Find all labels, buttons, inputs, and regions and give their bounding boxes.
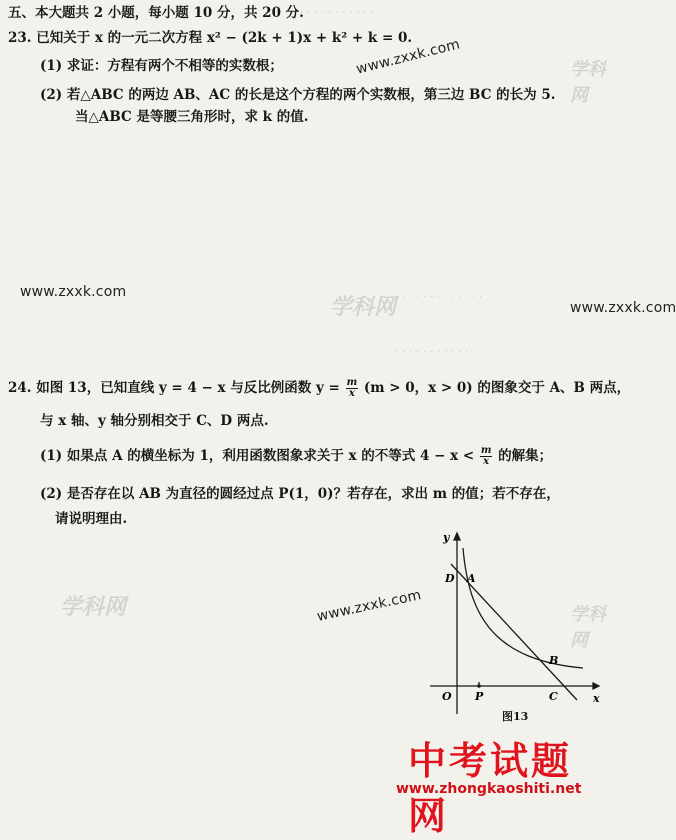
brand-name: 中考试题网	[408, 739, 573, 838]
label-a: A	[467, 572, 476, 585]
q23-number: 23.	[8, 30, 32, 46]
label-p: P	[475, 690, 484, 703]
q24-part2-line2: 请说明理由.	[55, 511, 128, 527]
figure-13	[425, 528, 600, 723]
label-o: O	[442, 690, 452, 703]
label-b: B	[549, 654, 559, 667]
y-axis-arrow-icon	[454, 533, 460, 540]
q23-part2-line2: 当△ABC 是等腰三角形时，求 k 的值.	[75, 109, 309, 125]
watermark-url: www.zxxk.com	[354, 36, 462, 78]
watermark-logo: 学科网	[570, 59, 606, 106]
label-y: y	[443, 531, 450, 544]
q24-part2-line1: (2) 是否存在以 AB 为直径的圆经过点 P(1，0)？若存在，求出 m 的值；若不存在，	[40, 486, 560, 502]
fraction-numerator: m	[480, 445, 492, 456]
fraction-m-over-x	[346, 378, 359, 399]
watermark-url: www.zxxk.com	[315, 587, 423, 625]
fraction-m-over-x	[480, 446, 493, 467]
q23-stem-text: 已知关于 x 的一元二次方程 x² − (2k + 1)x + k² + k = 0.	[36, 30, 413, 46]
ghost-text: · · · · · · · · · · ·	[300, 6, 374, 19]
ghost-text: · · · · · · · · · · ·	[395, 345, 469, 358]
fraction-denominator: x	[483, 456, 490, 467]
q23-part2-line1: (2) 若△ABC 的两边 AB、AC 的长是这个方程的两个实数根，第三边 BC 的长为 5.	[40, 87, 556, 103]
q24-stem-post: (m > 0，x > 0) 的图象交于 A、B 两点，	[363, 380, 631, 396]
section-header: 五、本大题共 2 小题，每小题 10 分，共 20 分.	[8, 5, 304, 21]
hyperbola-curve	[463, 548, 583, 668]
label-d: D	[445, 572, 455, 585]
q24-stem-line2: 与 x 轴、y 轴分别相交于 C、D 两点.	[40, 413, 269, 429]
fraction-denominator: x	[348, 388, 355, 399]
watermark-url: www.zxxk.com	[20, 284, 127, 300]
watermark-logo: 学科网	[60, 595, 127, 620]
q24-part1-pre: (1) 如果点 A 的横坐标为 1，利用函数图象求关于 x 的不等式 4 − x <	[40, 448, 475, 464]
q24-stem-pre: 如图 13，已知直线 y = 4 − x 与反比例函数 y =	[36, 380, 340, 396]
q24-part1-post: 的解集；	[498, 448, 553, 464]
q24-part1	[40, 446, 552, 467]
q24-number: 24.	[8, 380, 32, 396]
q23-stem	[8, 29, 412, 47]
watermark-logo: 学科网	[330, 295, 397, 320]
q24-stem	[8, 378, 630, 399]
watermark-logo: 学科网	[570, 604, 606, 651]
figure-caption: 图13	[502, 710, 529, 723]
label-c: C	[549, 690, 558, 703]
x-axis-arrow-icon	[593, 683, 599, 689]
brand-url: www.zhongkaoshiti.net	[396, 781, 582, 797]
ghost-text: · · · · · · · · · · · · ·	[395, 290, 483, 303]
point-p-dot	[477, 684, 481, 688]
q23-part1: (1) 求证：方程有两个不相等的实数根；	[40, 58, 283, 74]
label-x: x	[593, 692, 600, 705]
fraction-numerator: m	[346, 377, 358, 388]
watermark-url: www.zxxk.com	[570, 300, 676, 316]
